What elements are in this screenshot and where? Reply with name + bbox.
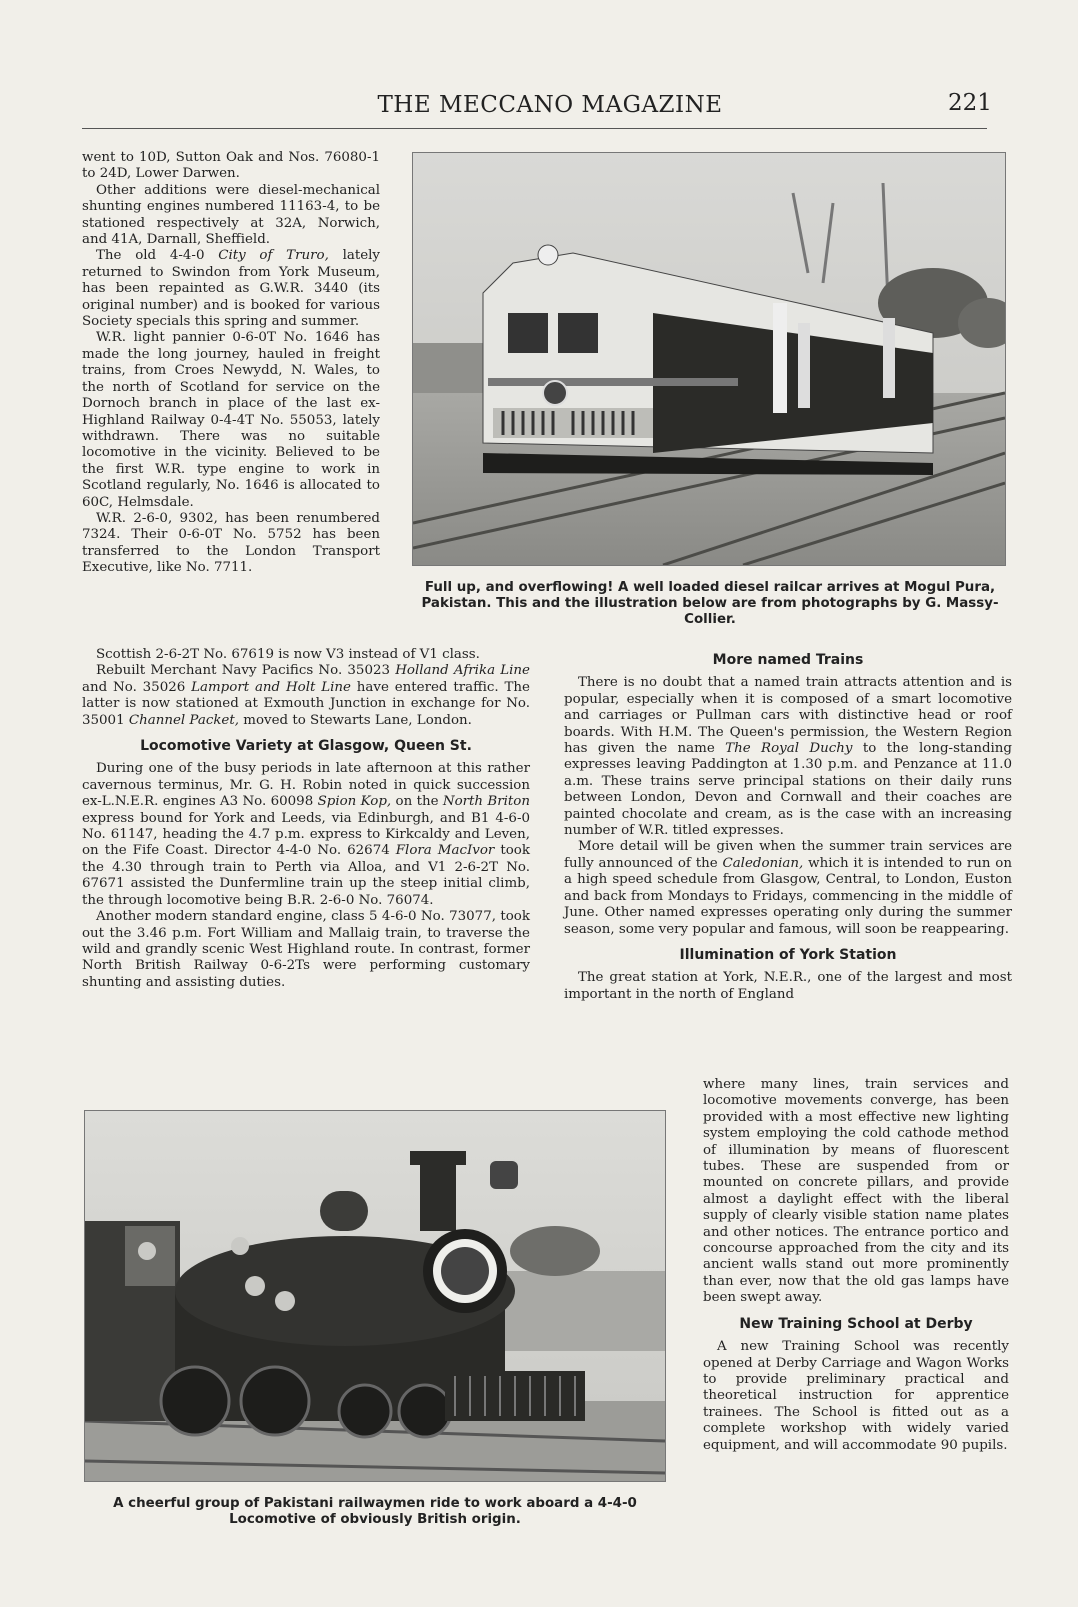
paragraph: There is no doubt that a named train attracts attention and is popular, especially when it is composed of a smart locomotive and carriages or Pullman cars with distinctive head or roof boards. With H.M. The Queen's permission, the Western Region has given the name The Royal Duchy to the long-standing expresses leaving Paddington at 1.30 p.m. and Penzance at 11.0 a.m. These trains serve principal stations on their daily runs between London, Devon and Cornwall and their coaches are painted chocolate and cream, as is the case with an increasing number of W.R. titled expresses. bbox=[564, 675, 1012, 839]
paragraph: More detail will be given when the summer train services are fully announced of the Caledonian, which it is intended to run on a high speed schedule from Glasgow, Central, to London, Euston and back from Mondays to Fridays, commencing in the middle of June. Other named expresses operating only during the summer season, some very popular and famous, will soon be reappearing. bbox=[564, 839, 1012, 937]
paragraph: W.R. 2-6-0, 9302, has been renumbered 7324. Their 0-6-0T No. 5752 has been transferred to the London Transport Executive, like No. 7711. bbox=[82, 510, 380, 576]
left-column-top bbox=[82, 150, 380, 577]
paragraph: Other additions were diesel-mechanical shunting engines numbered 11163-4, to be stationed respectively at 32A, Norwich, and 41A, Darnall, Sheffield. bbox=[82, 182, 380, 248]
section-heading: Locomotive Variety at Glasgow, Queen St. bbox=[140, 738, 472, 755]
paragraph: Scottish 2-6-2T No. 67619 is now V3 instead of V1 class. bbox=[96, 647, 480, 662]
paragraph: The old 4-4-0 City of Truro, lately returned to Swindon from York Museum, has been repainted as G.W.R. 3440 (its original number) and is booked for various Society specials this spring and summer. bbox=[82, 248, 380, 330]
right-column-narrow bbox=[703, 1077, 1009, 1454]
paragraph: The great station at York, N.E.R., one of the largest and most important in the north of England bbox=[564, 970, 1012, 1002]
railcar-photo-caption: Full up, and overflowing! A well loaded diesel railcar arrives at Mogul Pura, Pakistan. This and the illustration below are from photographs by G. Massy-Collier. bbox=[421, 580, 999, 627]
railcar-photo bbox=[412, 152, 1006, 566]
locomotive-photo bbox=[84, 1110, 666, 1482]
right-column-main bbox=[564, 652, 1012, 1003]
paragraph: During one of the busy periods in late afternoon at this rather cavernous terminus, Mr. G. H. Robin noted in quick succession ex-L.N.E.R. engines A3 No. 60098 Spion Kop, on the North Briton express bound for York and Leeds, via Edinburgh, and B1 4-6-0 No. 61147, heading the 4.7 p.m. express to Kirkcaldy and Leven, on the Fife Coast. Director 4-4-0 No. 62674 Flora MacIvor took the 4.30 through train to Perth via Alloa, and V1 2-6-2T No. 67671 assisted the Dunfermline train up the steep initial climb, the through locomotive being B.R. 2-6-0 No. 76074. bbox=[82, 761, 530, 908]
paragraph: went to 10D, Sutton Oak and Nos. 76080-1 to 24D, Lower Darwen. bbox=[82, 150, 380, 182]
paragraph: where many lines, train services and locomotive movements converge, has been provided with a most effective new lighting system employing the cold cathode method of illumination by means of fluorescent tubes. These are suspended from or mounted on concrete pillars, and provide almost a daylight effect with the liberal supply of clearly visible station name plates and other notices. The entrance portico and concourse approached from the city and its ancient walls stand out more prominently than ever, now that the old gas lamps have been swept away. bbox=[703, 1077, 1009, 1306]
locomotive-photo-caption: A cheerful group of Pakistani railwaymen ride to work aboard a 4-4-0 Locomotive of obviously British origin. bbox=[113, 1496, 637, 1527]
section-heading: New Training School at Derby bbox=[739, 1315, 973, 1332]
paragraph: Another modern standard engine, class 5 4-6-0 No. 73077, took out the 3.46 p.m. Fort William and Mallaig train, to traverse the wild and grandly scenic West Highland route. In contrast, former North British Railway 0-6-2Ts were performing customary shunting and assisting duties. bbox=[82, 909, 530, 990]
left-column-main bbox=[82, 647, 530, 991]
paragraph: Rebuilt Merchant Navy Pacifics No. 35023 Holland Afrika Line and No. 35026 Lamport and Holt Line have entered traffic. The latter is now stationed at Exmouth Junction in exchange for No. 35001 Channel Packet, moved to Stewarts Lane, London. bbox=[82, 663, 530, 728]
paragraph: A new Training School was recently opened at Derby Carriage and Wagon Works to provide preliminary practical and theoretical instruction for apprentice trainees. The School is fitted out as a complete workshop with widely varied equipment, and will accommodate 90 pupils. bbox=[703, 1339, 1009, 1453]
page-number: 221 bbox=[948, 90, 992, 116]
magazine-title: THE MECCANO MAGAZINE bbox=[377, 92, 723, 118]
paragraph: W.R. light pannier 0-6-0T No. 1646 has made the long journey, hauled in freight trains, from Croes Newydd, N. Wales, to the north of Scotland for service on the Dornoch branch in place of the last ex-Highland Railway 0-4-4T No. 55053, lately withdrawn. There was no suitable locomotive in the vicinity. Believed to be the first W.R. type engine to work in Scotland regularly, No. 1646 is allocated to 60C, Helmsdale. bbox=[82, 330, 380, 510]
header-rule bbox=[82, 128, 987, 129]
section-heading: More named Trains bbox=[712, 652, 864, 668]
section-heading: Illumination of York Station bbox=[679, 946, 897, 963]
